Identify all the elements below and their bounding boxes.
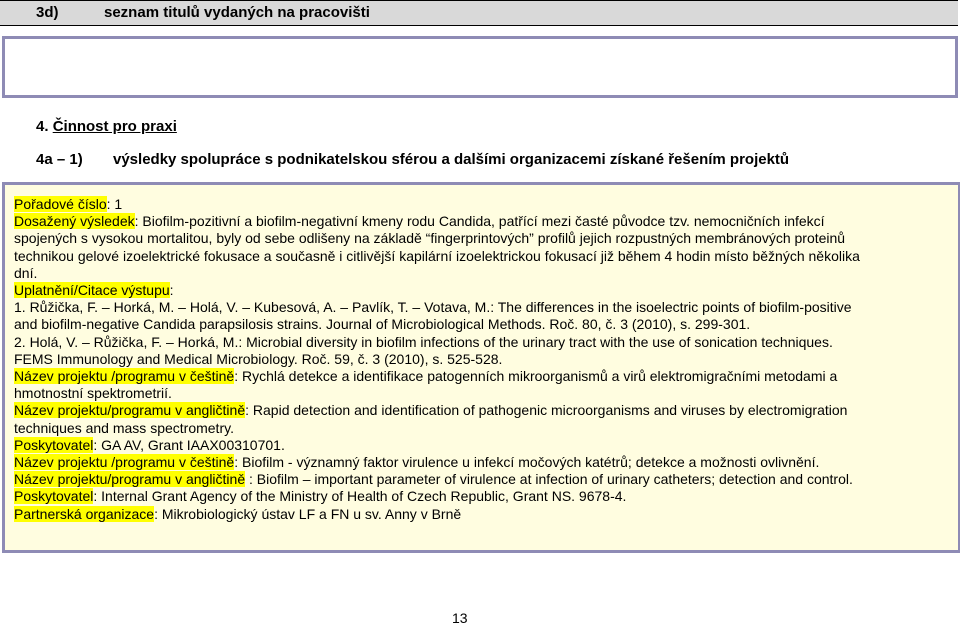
citation-colon: : <box>169 282 174 299</box>
project-cz-row <box>14 368 958 385</box>
result-line: : Biofilm-pozitivní a biofilm-negativní kmeny rodu Candida, patřící mezi časté původce tzv. nemocničních infekcí <box>134 213 825 230</box>
partner-label: Partnerská organizace <box>14 505 155 522</box>
provider-row <box>14 437 958 454</box>
project-en-line: techniques and mass spectrometry. <box>14 419 234 436</box>
citation-label: Uplatnění/Citace výstupu <box>14 282 170 299</box>
citation-row <box>14 282 958 299</box>
result-line: technikou gelové izoelektrické fokusace a současně i citlivější kapilární izoelektrickou fokusací již během 4 hodin místo běžných několika <box>14 247 860 264</box>
provider-value: : GA AV, Grant IAAX00310701. <box>93 436 285 453</box>
result-row <box>14 213 958 230</box>
citation-line: FEMS Immunology and Medical Microbiology. Roč. 59, č. 3 (2010), s. 525-528. <box>14 350 503 367</box>
header-number: 3d) <box>36 4 59 21</box>
partner-row <box>14 506 958 523</box>
page-number: 13 <box>452 610 468 626</box>
header-title: seznam titulů vydaných na pracovišti <box>104 4 370 21</box>
project2-cz-label: Název projektu /programu v češtině <box>14 454 235 471</box>
empty-titles-box <box>2 36 958 98</box>
project2-en-row <box>14 471 958 488</box>
project-en-row <box>14 402 958 419</box>
project-cz-line: : Rychlá detekce a identifikace patogenních mikroorganismů a virů elektromigračními metodami a <box>234 368 838 385</box>
project-record-box <box>2 182 960 553</box>
citation-line: 2. Holá, V. – Růžička, F. – Horká, M.: Microbial diversity in biofilm infections of the urinary tract with the use of sonication techniques. <box>14 333 833 350</box>
project2-en-value: : Biofilm – important parameter of virulence at infection of urinary catheters; detection and control. <box>245 471 853 488</box>
section-number: 4. <box>36 118 49 135</box>
project-cz-line: hmotnostní spektrometrií. <box>14 385 172 402</box>
citation-line: and biofilm-negative Candida parapsilosis strains. Journal of Microbiological Methods. Roč. 80, č. 3 (2010), s. 299-301. <box>14 316 751 333</box>
section-header-bar <box>0 0 958 26</box>
project-en-line: : Rapid detection and identification of pathogenic microorganisms and viruses by electromigration <box>245 402 848 419</box>
provider2-label: Poskytovatel <box>14 488 94 505</box>
result-line: dní. <box>14 264 38 281</box>
provider2-value: : Internal Grant Agency of the Ministry of Health of Czech Republic, Grant NS. 9678-4. <box>93 488 627 505</box>
subsection-code: 4a – 1) <box>36 151 83 168</box>
project-en-label: Název projektu/programu v angličtině <box>14 402 246 419</box>
provider-label: Poskytovatel <box>14 436 94 453</box>
section-heading <box>36 118 177 135</box>
subsection-title: výsledky spolupráce s podnikatelskou sférou a dalšími organizacemi získané řešením projektů <box>113 151 790 168</box>
partner-value: : Mikrobiologický ústav LF a FN u sv. Anny v Brně <box>154 505 462 522</box>
order-value: : 1 <box>106 196 123 212</box>
project2-cz-row <box>14 454 958 471</box>
section-title: Činnost pro praxi <box>52 118 177 135</box>
result-label: Dosažený výsledek <box>14 213 135 230</box>
order-label: Pořadové číslo <box>14 196 107 212</box>
project2-en-label: Název projektu/programu v angličtině <box>14 471 246 488</box>
project2-cz-value: : Biofilm - významný faktor virulence u infekcí močových katétrů; detekce a možnosti ovlivnění. <box>234 454 820 471</box>
provider2-row <box>14 488 958 505</box>
result-line: spojených s vysokou mortalitou, byly od sebe odlišeny na základě “fingerprintových” profilů jejich rozpustných membránových proteinů <box>14 230 846 247</box>
citation-line: 1. Růžička, F. – Horká, M. – Holá, V. – Kubesová, A. – Pavlík, T. – Votava, M.: The differences in the isoelectric points of biofilm-positive <box>14 299 852 316</box>
order-row <box>14 196 958 213</box>
project-cz-label: Název projektu /programu v češtině <box>14 368 235 385</box>
